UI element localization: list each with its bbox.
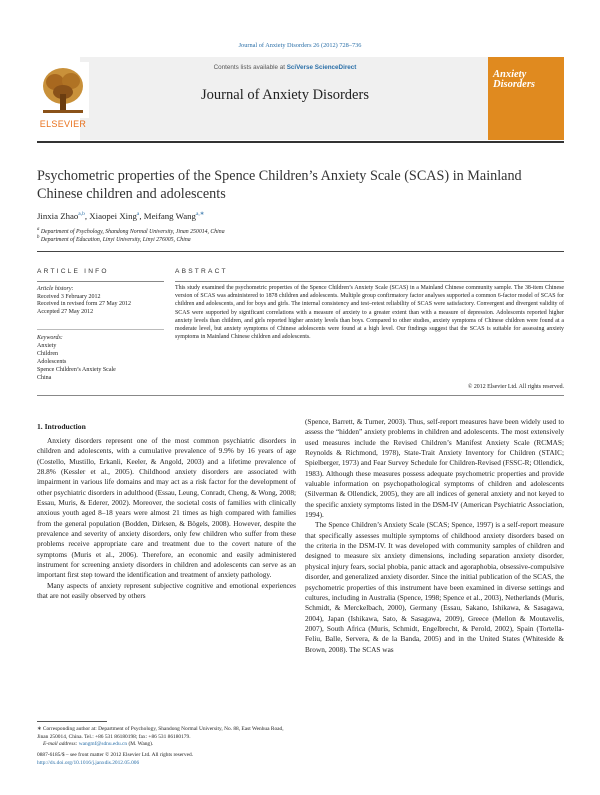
page-footer [37,752,296,767]
author-affiliation-mark[interactable]: a,∗ [195,211,205,218]
affiliation-mark: a [37,227,40,232]
keywords-block [37,334,164,382]
article-history [37,286,164,316]
section-rule [37,251,564,252]
history-revised: Received in revised form 27 May 2012 [37,301,131,308]
body-column-left [37,436,296,602]
abstract-bottom-rule [37,395,564,396]
article-title: Psychometric properties of the Spence Children’s Anxiety Scale (SCAS) in Mainland Chinese children and adolescents [37,168,522,202]
author-affiliation-mark[interactable]: a [136,211,140,218]
affiliation [37,235,191,243]
body-paragraph: The Spence Children’s Anxiety Scale (SCAS; Spence, 1997) is a self-report measure that specifically assesses multiple symptoms of childhood anxiety disorders based on the criteria in the DSM-IV. It was developed with community samples of children and designed to measure six anxiety dimensions, including separation anxiety disorder, physical injury fears, social phobia, panic attack and agoraphobia, obsessive-compulsive disorder, and generalized anxiety disorder. Since the initial publication of the SCAS, the psychometric properties of this instrument have been examined in diverse settings and cultures, including in Australia (Spence, 1998; Spence et al., 2003), Netherlands (Muris, Schmidt, & Merckelbach, 2000), Germany (Essau, Sakano, Ishikawa, & Sasagawa, 2004), Japan (Ishikawa, Sato, & Sasagawa, 2009), Greece (Mellon & Moutavelis, 2007), South Africa (Muris, Schmidt, Engelbrecht, & Perold, 2002), Spain (Tortella-Feliu, Balle, Servera, & de la Banda, 2005) and in the United States (Whiteside & Brown, 2008). The SCAS was [305,520,564,654]
author-list: Jinxia Zhao$^{a,b}$, Xiaopei Xing$^a$, Meifang Wang$^{a,∗}$ [37,211,205,221]
keyword-item: Spence Children’s Anxiety Scale [37,367,116,373]
section-heading-introduction: 1. Introduction [37,422,86,431]
footnote [37,726,296,749]
contents-line [80,64,490,71]
cover-title: Anxiety Disorders [493,69,536,90]
abstract-text: This study examined the psychometric properties of the Spence Children’s Anxiety Scale (SCAS) in a Mainland Chinese community sample. The 38-item Chinese version of SCAS was administered to 1878 children and adolescents. Multiple group confirmatory factor analyses supported a common 6-factor model of SCAS for children and adolescents, and for boys and girls. The internal consistency and test–retest reliability of SCAS were satisfactory. Convergent and divergent validity of SCAS were supported by significant correlations with a measure of anxiety to a greater extent than with a measure of depression. Adolescents reported higher anxiety levels than children, and girls reported higher anxiety levels than boys. Compared to other studies, anxiety symptoms of Chinese children were found at a moderate level, but anxiety symptoms of Chinese adolescents were found at a high level. Our findings suggest that the SCAS is suitable for assessing anxiety symptoms in Mainland Chinese children and adolescents. [175,285,564,341]
keywords-label: Keywords: [37,335,63,341]
keywords-rule [37,329,164,330]
email-line [37,741,296,749]
history-accepted: Accepted 27 May 2012 [37,308,94,315]
body-paragraph: Anxiety disorders represent one of the most common psychiatric disorders in children and adolescents, with a cumulative prevalence of 9.9% by 16 years of age (Costello, Mustillo, Erkanli, Keeler, & Angold, 2003) and a lifetime prevalence of 28.8% (Kessler et al., 2005). Childhood anxiety disorders are associated with impairment in various life domains and may act as a risk factor for the development of other psychiatric disorders in adulthood (Essau, Leung, Conradt, Cheng, & Wong, 2008; Essau, Muris, & Ederer, 2002). Moreover, the societal costs of families with clinically anxious youth aged 8–18 years were almost 21 times as high compared with families from the general population (Bodden, Dirksen, & Bögels, 2008). However, despite the prevalence and severity of anxiety disorders, only few children who suffer from these problems receive appropriate care and treatment due to the covert nature of the symptoms (Muris et al., 2006). Therefore, an economic and easily administered instrument for screening anxiety disorders in children and adolescents can serve as an important first step toward the identification and treatment of anxiety pathology. [37,436,296,580]
author-affiliation-mark[interactable]: a,b [78,211,85,218]
article-info-rule [37,281,164,282]
corresponding-author-note: ∗ Corresponding author at: Department of Psychology, Shandong Normal University, No. 88, East Wenhua Road, Jinan 250014, China. Tel.: +86 531 86180198; fax: +86 531 86180179. [37,726,284,740]
history-received: Received 3 February 2012 [37,293,101,300]
header-rule [37,141,564,143]
email-label: E-mail address: [43,741,79,748]
affiliation-text: Department of Psychology, Shandong Normal University, Jinan 250014, China [40,228,225,235]
journal-reference[interactable]: Journal of Anxiety Disorders 26 (2012) 728–736 [238,42,362,49]
author-name: Jinxia Zhao [37,211,79,221]
body-paragraph: (Spence, Barrett, & Turner, 2003). Thus, self-report measures have been widely used to assess the “hidden” anxiety problems in children and adolescents. The most extensively used measures include the Revised Children’s Manifest Anxiety Scale (RCMAS; Reynolds & Richmond, 1978), State-Trait Anxiety Inventory for Children (STAIC; Spielberger, 1973) and Fear Survey Schedule for Children-Revised (FSSC-R; Ollendick, 1983). Although these measures possess adequate psychometric properties and provide valuable information on psychopathological symptoms of children and adolescents (Silverman & Ollendick, 2005), they are all indices of general anxiety and not keyed to the specific anxiety symptoms listed in the DSM-IV (American Psychiatric Association, 1994). [305,417,564,520]
keyword-item: Adolescents [37,359,67,365]
author-name: Xiaopei Xing [89,211,137,221]
footnote-rule [37,721,107,722]
affiliation-text: Department of Education, Linyi University, Linyi 276005, China [40,236,191,243]
author-name: Meifang Wang [143,211,196,221]
email-link[interactable]: wangmf@sdnu.edu.cn [78,741,128,748]
email-suffix: (M. Wang). [127,741,154,748]
body-paragraph: Many aspects of anxiety represent subjective cognitive and emotional experiences that are not easily observed by others [37,580,296,601]
article-info-heading: ARTICLE INFO [37,268,109,275]
elsevier-wordmark: ELSEVIER [39,119,87,129]
body-column-right [305,417,564,655]
keyword-item: Anxiety [37,343,57,349]
affiliation-mark: b [37,235,40,240]
abstract-heading: ABSTRACT [175,268,228,275]
affiliation [37,227,225,235]
journal-title[interactable]: Journal of Anxiety Disorders [201,87,369,103]
sciencedirect-link[interactable]: SciVerse ScienceDirect [286,64,357,71]
issn-line: 0887-6185/$ – see front matter © 2012 Elsevier Ltd. All rights reserved. [37,752,194,758]
abstract-rule [175,281,564,282]
history-label: Article history: [37,286,74,292]
keyword-item: China [37,375,52,381]
contents-prefix: Contents lists available at [213,64,287,71]
copyright-notice: © 2012 Elsevier Ltd. All rights reserved. [467,384,564,390]
keyword-item: Children [37,351,58,357]
doi-link[interactable]: http://dx.doi.org/10.1016/j.janxdis.2012.05.006 [37,759,140,766]
